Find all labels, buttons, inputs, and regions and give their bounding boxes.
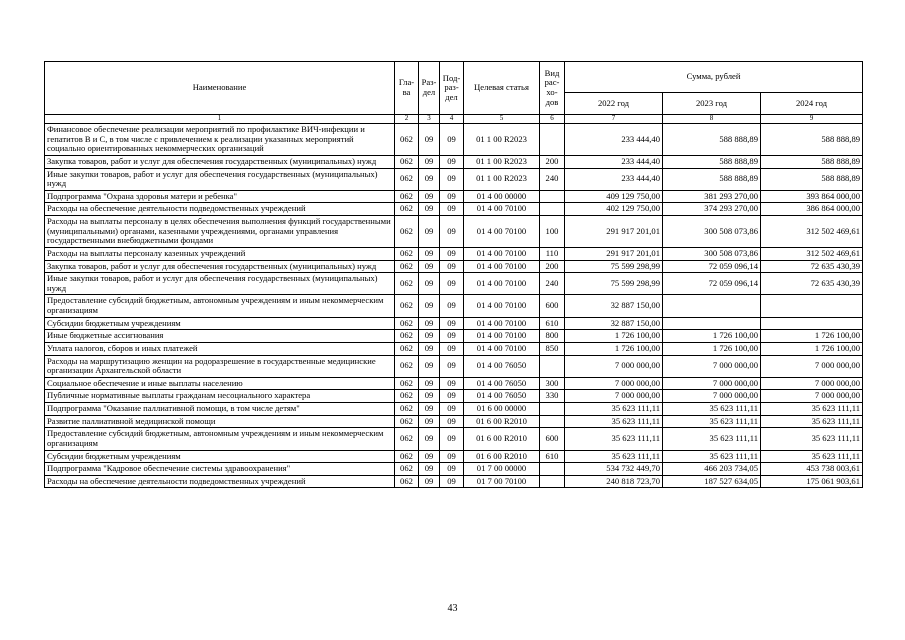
row-sum-2022: 32 887 150,00 xyxy=(565,317,663,330)
row-podrazdel: 09 xyxy=(440,124,464,156)
row-sum-2023: 300 508 073,86 xyxy=(663,247,761,260)
row-vid: 600 xyxy=(540,428,565,450)
row-sum-2024: 72 635 430,39 xyxy=(761,260,863,273)
row-target: 01 1 00 R2023 xyxy=(464,155,540,168)
row-podrazdel: 09 xyxy=(440,190,464,203)
row-sum-2023: 7 000 000,00 xyxy=(663,355,761,377)
row-razdel: 09 xyxy=(419,155,440,168)
col-number: 1 xyxy=(45,115,395,124)
row-name: Расходы на обеспечение деятельности подведомственных учреждений xyxy=(45,203,395,216)
table-row xyxy=(45,342,863,355)
row-vid: 610 xyxy=(540,450,565,463)
row-name: Предоставление субсидий бюджетным, автономным учреждениям и иным некоммерческим организациям xyxy=(45,428,395,450)
row-glava: 062 xyxy=(395,355,419,377)
row-sum-2022: 233 444,40 xyxy=(565,155,663,168)
row-podrazdel: 09 xyxy=(440,377,464,390)
col-number: 9 xyxy=(761,115,863,124)
row-glava: 062 xyxy=(395,260,419,273)
row-sum-2024 xyxy=(761,317,863,330)
row-podrazdel: 09 xyxy=(440,168,464,190)
row-glava: 062 xyxy=(395,415,419,428)
header-sum: Сумма, рублей xyxy=(565,62,863,93)
row-sum-2023: 35 623 111,11 xyxy=(663,415,761,428)
header-year-2023: 2023 год xyxy=(663,93,761,115)
row-sum-2022: 409 129 750,00 xyxy=(565,190,663,203)
row-vid: 100 xyxy=(540,216,565,248)
row-podrazdel: 09 xyxy=(440,203,464,216)
row-vid: 610 xyxy=(540,317,565,330)
row-sum-2022: 75 599 298,99 xyxy=(565,260,663,273)
table-row xyxy=(45,450,863,463)
row-sum-2022: 233 444,40 xyxy=(565,124,663,156)
row-name: Иные закупки товаров, работ и услуг для обеспечения государственных (муниципальных) нужд xyxy=(45,273,395,295)
table-row xyxy=(45,428,863,450)
row-podrazdel: 09 xyxy=(440,273,464,295)
row-target: 01 4 00 76050 xyxy=(464,377,540,390)
row-vid: 850 xyxy=(540,342,565,355)
table-row xyxy=(45,203,863,216)
row-sum-2024: 7 000 000,00 xyxy=(761,355,863,377)
row-sum-2022: 75 599 298,99 xyxy=(565,273,663,295)
row-vid: 200 xyxy=(540,155,565,168)
row-podrazdel: 09 xyxy=(440,403,464,416)
row-target: 01 4 00 70100 xyxy=(464,273,540,295)
row-podrazdel: 09 xyxy=(440,342,464,355)
row-sum-2024: 588 888,89 xyxy=(761,124,863,156)
row-sum-2024: 1 726 100,00 xyxy=(761,330,863,343)
row-podrazdel: 09 xyxy=(440,390,464,403)
header-podrazdel: Под-раз-дел xyxy=(440,62,464,115)
row-podrazdel: 09 xyxy=(440,155,464,168)
row-name: Подпрограмма "Охрана здоровья матери и ребенка" xyxy=(45,190,395,203)
row-razdel: 09 xyxy=(419,168,440,190)
row-target: 01 6 00 R2010 xyxy=(464,428,540,450)
row-target: 01 4 00 76050 xyxy=(464,355,540,377)
row-sum-2024: 35 623 111,11 xyxy=(761,450,863,463)
row-sum-2022: 32 887 150,00 xyxy=(565,295,663,317)
row-glava: 062 xyxy=(395,168,419,190)
row-glava: 062 xyxy=(395,330,419,343)
row-target: 01 4 00 00000 xyxy=(464,190,540,203)
row-name: Расходы на выплаты персоналу казенных учреждений xyxy=(45,247,395,260)
row-sum-2024: 35 623 111,11 xyxy=(761,415,863,428)
row-target: 01 6 00 00000 xyxy=(464,403,540,416)
row-name: Подпрограмма "Оказание паллиативной помощи, в том числе детям" xyxy=(45,403,395,416)
row-name: Публичные нормативные выплаты гражданам несоциального характера xyxy=(45,390,395,403)
row-sum-2023: 381 293 270,00 xyxy=(663,190,761,203)
col-number: 8 xyxy=(663,115,761,124)
row-target: 01 4 00 70100 xyxy=(464,317,540,330)
row-sum-2023: 35 623 111,11 xyxy=(663,450,761,463)
table-row xyxy=(45,330,863,343)
row-vid: 110 xyxy=(540,247,565,260)
row-sum-2024: 72 635 430,39 xyxy=(761,273,863,295)
row-glava: 062 xyxy=(395,190,419,203)
table-row xyxy=(45,317,863,330)
row-podrazdel: 09 xyxy=(440,450,464,463)
row-sum-2022: 402 129 750,00 xyxy=(565,203,663,216)
table-row xyxy=(45,168,863,190)
row-sum-2024: 175 061 903,61 xyxy=(761,475,863,488)
table-row xyxy=(45,390,863,403)
row-name: Закупка товаров, работ и услуг для обеспечения государственных (муниципальных) нужд xyxy=(45,260,395,273)
table-row xyxy=(45,475,863,488)
row-sum-2023: 588 888,89 xyxy=(663,168,761,190)
row-sum-2022: 7 000 000,00 xyxy=(565,390,663,403)
row-sum-2024: 386 864 000,00 xyxy=(761,203,863,216)
table-row xyxy=(45,295,863,317)
row-razdel: 09 xyxy=(419,390,440,403)
row-glava: 062 xyxy=(395,295,419,317)
row-target: 01 1 00 R2023 xyxy=(464,168,540,190)
table-row xyxy=(45,415,863,428)
row-sum-2022: 291 917 201,01 xyxy=(565,216,663,248)
row-sum-2023: 187 527 634,05 xyxy=(663,475,761,488)
row-sum-2023 xyxy=(663,317,761,330)
row-sum-2022: 7 000 000,00 xyxy=(565,355,663,377)
row-glava: 062 xyxy=(395,216,419,248)
col-number: 7 xyxy=(565,115,663,124)
col-number: 2 xyxy=(395,115,419,124)
row-sum-2023: 466 203 734,05 xyxy=(663,463,761,476)
row-sum-2024: 312 502 469,61 xyxy=(761,247,863,260)
row-sum-2024: 453 738 003,61 xyxy=(761,463,863,476)
row-name: Субсидии бюджетным учреждениям xyxy=(45,317,395,330)
row-razdel: 09 xyxy=(419,124,440,156)
row-sum-2022: 35 623 111,11 xyxy=(565,415,663,428)
row-razdel: 09 xyxy=(419,428,440,450)
row-glava: 062 xyxy=(395,273,419,295)
header-name: Наименование xyxy=(45,62,395,115)
row-sum-2024: 588 888,89 xyxy=(761,168,863,190)
row-razdel: 09 xyxy=(419,415,440,428)
row-name: Развитие паллиативной медицинской помощи xyxy=(45,415,395,428)
row-sum-2023 xyxy=(663,295,761,317)
row-target: 01 7 00 70100 xyxy=(464,475,540,488)
row-name: Расходы на маршрутизацию женщин на родоразрешение в государственные медицинские организации Архангельской области xyxy=(45,355,395,377)
row-sum-2022: 240 818 723,70 xyxy=(565,475,663,488)
row-vid: 240 xyxy=(540,168,565,190)
row-target: 01 4 00 70100 xyxy=(464,203,540,216)
table-row xyxy=(45,190,863,203)
row-vid xyxy=(540,415,565,428)
header-year-2022: 2022 год xyxy=(565,93,663,115)
row-sum-2024: 1 726 100,00 xyxy=(761,342,863,355)
row-sum-2024: 588 888,89 xyxy=(761,155,863,168)
row-vid: 600 xyxy=(540,295,565,317)
row-name: Иные бюджетные ассигнования xyxy=(45,330,395,343)
row-razdel: 09 xyxy=(419,216,440,248)
row-sum-2022: 1 726 100,00 xyxy=(565,330,663,343)
row-sum-2022: 35 623 111,11 xyxy=(565,428,663,450)
row-vid xyxy=(540,124,565,156)
row-sum-2023: 72 059 096,14 xyxy=(663,260,761,273)
row-target: 01 4 00 70100 xyxy=(464,260,540,273)
table-row xyxy=(45,273,863,295)
row-podrazdel: 09 xyxy=(440,260,464,273)
row-razdel: 09 xyxy=(419,450,440,463)
table-row xyxy=(45,247,863,260)
row-name: Социальное обеспечение и иные выплаты населению xyxy=(45,377,395,390)
budget-table xyxy=(44,61,863,488)
row-razdel: 09 xyxy=(419,295,440,317)
row-sum-2024: 7 000 000,00 xyxy=(761,377,863,390)
row-sum-2022: 233 444,40 xyxy=(565,168,663,190)
row-podrazdel: 09 xyxy=(440,428,464,450)
table-row xyxy=(45,355,863,377)
row-name: Иные закупки товаров, работ и услуг для обеспечения государственных (муниципальных) нужд xyxy=(45,168,395,190)
row-sum-2023: 588 888,89 xyxy=(663,124,761,156)
row-glava: 062 xyxy=(395,450,419,463)
row-podrazdel: 09 xyxy=(440,317,464,330)
row-glava: 062 xyxy=(395,403,419,416)
row-sum-2022: 1 726 100,00 xyxy=(565,342,663,355)
row-glava: 062 xyxy=(395,377,419,390)
row-sum-2024: 35 623 111,11 xyxy=(761,403,863,416)
table-row xyxy=(45,463,863,476)
row-vid xyxy=(540,475,565,488)
row-razdel: 09 xyxy=(419,247,440,260)
row-podrazdel: 09 xyxy=(440,216,464,248)
col-number: 4 xyxy=(440,115,464,124)
row-razdel: 09 xyxy=(419,260,440,273)
header-year-2024: 2024 год xyxy=(761,93,863,115)
row-name: Предоставление субсидий бюджетным, автономным учреждениям и иным некоммерческим организациям xyxy=(45,295,395,317)
row-target: 01 4 00 70100 xyxy=(464,216,540,248)
row-target: 01 4 00 70100 xyxy=(464,295,540,317)
header-razdel: Раз-дел xyxy=(419,62,440,115)
col-number: 3 xyxy=(419,115,440,124)
row-sum-2022: 534 732 449,70 xyxy=(565,463,663,476)
row-sum-2023: 1 726 100,00 xyxy=(663,330,761,343)
row-sum-2022: 7 000 000,00 xyxy=(565,377,663,390)
row-sum-2022: 35 623 111,11 xyxy=(565,403,663,416)
table-row xyxy=(45,403,863,416)
row-name: Финансовое обеспечение реализации мероприятий по профилактике ВИЧ-инфекции и гепатитов В и С, в том числе с привлечением к реализации указанных мероприятий социально ориентированных некоммерческих организаций xyxy=(45,124,395,156)
row-vid: 200 xyxy=(540,260,565,273)
row-razdel: 09 xyxy=(419,317,440,330)
column-number-row xyxy=(45,115,863,124)
row-name: Расходы на обеспечение деятельности подведомственных учреждений xyxy=(45,475,395,488)
row-glava: 062 xyxy=(395,247,419,260)
row-sum-2023: 7 000 000,00 xyxy=(663,390,761,403)
row-glava: 062 xyxy=(395,463,419,476)
row-glava: 062 xyxy=(395,390,419,403)
row-podrazdel: 09 xyxy=(440,475,464,488)
row-name: Субсидии бюджетным учреждениям xyxy=(45,450,395,463)
row-sum-2022: 35 623 111,11 xyxy=(565,450,663,463)
row-razdel: 09 xyxy=(419,330,440,343)
row-razdel: 09 xyxy=(419,342,440,355)
row-glava: 062 xyxy=(395,342,419,355)
header-vid: Вид рас-хо-дов xyxy=(540,62,565,115)
row-target: 01 6 00 R2010 xyxy=(464,415,540,428)
row-name: Закупка товаров, работ и услуг для обеспечения государственных (муниципальных) нужд xyxy=(45,155,395,168)
row-sum-2023: 300 508 073,86 xyxy=(663,216,761,248)
row-name: Расходы на выплаты персоналу в целях обеспечения выполнения функций государственными (муниципальными) органами, казенными учреждениями, органами управления государственными внебюджетными фондами xyxy=(45,216,395,248)
row-podrazdel: 09 xyxy=(440,295,464,317)
row-podrazdel: 09 xyxy=(440,247,464,260)
row-vid xyxy=(540,203,565,216)
row-target: 01 1 00 R2023 xyxy=(464,124,540,156)
row-sum-2023: 7 000 000,00 xyxy=(663,377,761,390)
row-vid: 330 xyxy=(540,390,565,403)
row-razdel: 09 xyxy=(419,377,440,390)
row-podrazdel: 09 xyxy=(440,355,464,377)
row-sum-2022: 291 917 201,01 xyxy=(565,247,663,260)
row-vid xyxy=(540,355,565,377)
row-razdel: 09 xyxy=(419,403,440,416)
row-vid: 300 xyxy=(540,377,565,390)
row-target: 01 4 00 70100 xyxy=(464,247,540,260)
row-sum-2023: 35 623 111,11 xyxy=(663,403,761,416)
row-vid xyxy=(540,403,565,416)
row-sum-2024: 393 864 000,00 xyxy=(761,190,863,203)
row-sum-2023: 72 059 096,14 xyxy=(663,273,761,295)
row-sum-2023: 1 726 100,00 xyxy=(663,342,761,355)
table-row xyxy=(45,216,863,248)
row-target: 01 7 00 00000 xyxy=(464,463,540,476)
row-razdel: 09 xyxy=(419,190,440,203)
row-razdel: 09 xyxy=(419,475,440,488)
row-name: Подпрограмма "Кадровое обеспечение системы здравоохранения" xyxy=(45,463,395,476)
row-vid: 240 xyxy=(540,273,565,295)
row-vid xyxy=(540,190,565,203)
row-glava: 062 xyxy=(395,317,419,330)
table-row xyxy=(45,377,863,390)
row-glava: 062 xyxy=(395,475,419,488)
row-target: 01 4 00 70100 xyxy=(464,342,540,355)
table-row xyxy=(45,260,863,273)
row-podrazdel: 09 xyxy=(440,463,464,476)
row-glava: 062 xyxy=(395,428,419,450)
row-glava: 062 xyxy=(395,203,419,216)
col-number: 5 xyxy=(464,115,540,124)
header-glava: Гла-ва xyxy=(395,62,419,115)
row-glava: 062 xyxy=(395,155,419,168)
table-row xyxy=(45,155,863,168)
row-target: 01 6 00 R2010 xyxy=(464,450,540,463)
row-razdel: 09 xyxy=(419,273,440,295)
row-glava: 062 xyxy=(395,124,419,156)
page-number: 43 xyxy=(447,603,458,614)
row-sum-2023: 35 623 111,11 xyxy=(663,428,761,450)
row-vid: 800 xyxy=(540,330,565,343)
row-target: 01 4 00 70100 xyxy=(464,330,540,343)
col-number: 6 xyxy=(540,115,565,124)
row-vid xyxy=(540,463,565,476)
row-sum-2024: 312 502 469,61 xyxy=(761,216,863,248)
row-podrazdel: 09 xyxy=(440,330,464,343)
row-name: Уплата налогов, сборов и иных платежей xyxy=(45,342,395,355)
row-sum-2023: 588 888,89 xyxy=(663,155,761,168)
row-razdel: 09 xyxy=(419,203,440,216)
row-razdel: 09 xyxy=(419,463,440,476)
row-razdel: 09 xyxy=(419,355,440,377)
table-row xyxy=(45,124,863,156)
row-sum-2024 xyxy=(761,295,863,317)
table-body xyxy=(45,124,863,488)
row-sum-2024: 35 623 111,11 xyxy=(761,428,863,450)
header-target: Целевая статья xyxy=(464,62,540,115)
row-target: 01 4 00 76050 xyxy=(464,390,540,403)
row-sum-2023: 374 293 270,00 xyxy=(663,203,761,216)
row-sum-2024: 7 000 000,00 xyxy=(761,390,863,403)
row-podrazdel: 09 xyxy=(440,415,464,428)
